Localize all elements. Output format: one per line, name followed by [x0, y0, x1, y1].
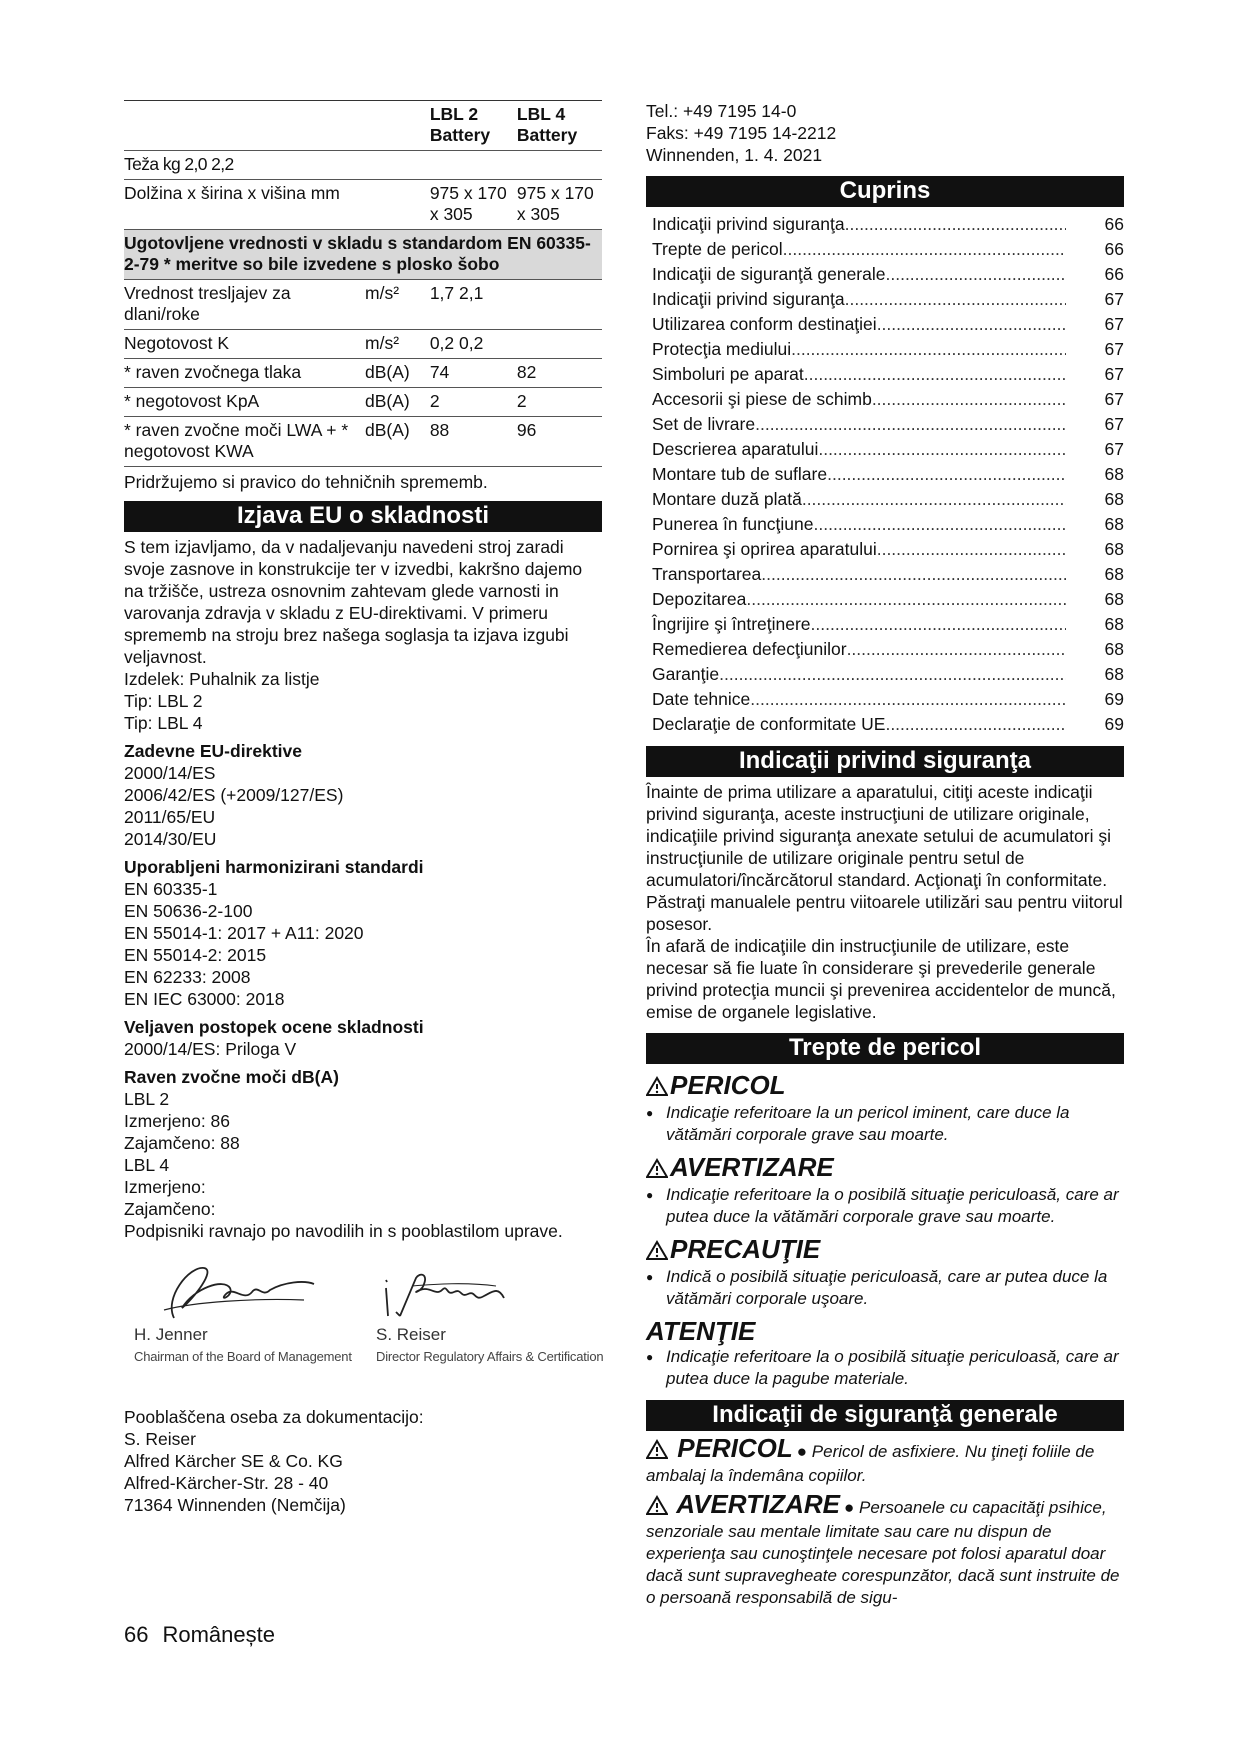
row-value-1: 0,2 0,2	[429, 333, 484, 353]
toc-dots	[811, 613, 1066, 635]
toc-heading: Cuprins	[646, 176, 1124, 207]
toc-page-number: 67	[1104, 364, 1124, 384]
toc-entry[interactable]	[652, 213, 1124, 238]
toc-entry[interactable]	[652, 388, 1124, 413]
row-value-2: 82	[516, 362, 537, 382]
table-row-shaded	[124, 230, 602, 280]
doc-line: Alfred Kärcher SE & Co. KG	[124, 1451, 343, 1471]
toc-page-number: 68	[1104, 514, 1124, 534]
toc-page-number: 68	[1104, 464, 1124, 484]
toc-entry[interactable]	[652, 238, 1124, 263]
standard-item: EN 62233: 2008	[124, 967, 251, 987]
toc-entry[interactable]	[652, 538, 1124, 563]
row-unit: m/s²	[365, 283, 400, 303]
doc-line: Pooblaščena oseba za dokumentacijo:	[124, 1407, 424, 1427]
table-header-row	[124, 101, 602, 151]
toc-label: Garanţie	[652, 664, 720, 684]
sound-line: Zajamčeno:	[124, 1199, 216, 1219]
hazard-level-title	[646, 1152, 1124, 1184]
hazard-description: ● Indicaţie referitoare la un pericol iminent, care duce la vătămări corporale grave sau moarte.	[646, 1102, 1124, 1146]
standard-item: EN 55014-2: 2015	[124, 945, 267, 965]
doc-line: S. Reiser	[124, 1429, 196, 1449]
toc-label: Transportarea	[652, 564, 762, 584]
row-label: * raven zvočnega tlaka	[124, 362, 302, 382]
toc-dots	[814, 513, 1066, 535]
product-line: Izdelek: Puhalnik za listje	[124, 669, 320, 689]
sound-line: Izmerjeno: 86	[124, 1111, 231, 1131]
toc-dots	[885, 713, 1066, 735]
toc-dots	[746, 588, 1066, 610]
signer-name: H. Jenner	[134, 1325, 208, 1344]
contact-line: Winnenden, 1. 4. 2021	[646, 145, 823, 165]
directive-item: 2014/30/EU	[124, 829, 217, 849]
toc-dots	[791, 338, 1066, 360]
footer-language: Românește	[162, 1622, 275, 1647]
danger-levels-heading: Trepte de pericol	[646, 1033, 1124, 1064]
row-value-2	[517, 330, 602, 359]
toc-page-number: 66	[1104, 239, 1124, 259]
toc-dots	[802, 488, 1066, 510]
hazard-word: AVERTIZARE	[670, 1152, 834, 1182]
toc-label: Depozitarea	[652, 589, 747, 609]
toc-dots	[847, 638, 1066, 660]
toc-entry[interactable]	[652, 488, 1124, 513]
row-value-2: 96	[516, 420, 537, 440]
warning-triangle-icon	[646, 1072, 668, 1102]
eu-declaration-heading: Izjava EU o skladnosti	[124, 501, 602, 532]
row-value-2: 2	[516, 391, 527, 411]
toc-entry[interactable]	[652, 413, 1124, 438]
toc-label: Utilizarea conform destinaţiei	[652, 314, 877, 334]
toc-page-number: 67	[1104, 314, 1124, 334]
toc-page-number: 67	[1104, 439, 1124, 459]
standard-item: EN 60335-1	[124, 879, 218, 899]
row-unit: dB(A)	[365, 362, 410, 382]
standard-item: EN 50636-2-100	[124, 901, 253, 921]
directives-heading: Zadevne EU-direktive	[124, 741, 302, 761]
warning-triangle-icon	[646, 1236, 668, 1266]
procedure-heading: Veljaven postopek ocene skladnosti	[124, 1017, 424, 1037]
table-row	[124, 359, 602, 388]
hazard-word: ATENŢIE	[646, 1316, 756, 1346]
toc-label: Pornirea şi oprirea aparatului	[652, 539, 877, 559]
toc-label: Indicaţii privind siguranţa	[652, 214, 845, 234]
sound-line: LBL 2	[124, 1089, 170, 1109]
toc-page-number: 67	[1104, 289, 1124, 309]
warning-triangle-icon	[646, 1154, 668, 1184]
page-footer	[124, 1622, 289, 1648]
table-row	[124, 388, 602, 417]
toc-dots	[877, 313, 1066, 335]
weight-row: Teža kg 2,0 2,2	[124, 154, 234, 174]
signer-name: S. Reiser	[376, 1325, 446, 1344]
toc-page-number: 69	[1104, 689, 1124, 709]
warning-triangle-icon	[646, 1495, 668, 1521]
column-header-lbl2: LBL 2 Battery	[429, 104, 491, 145]
sound-line: Izmerjeno:	[124, 1177, 206, 1197]
toc-page-number: 68	[1104, 664, 1124, 684]
procedure-value: 2000/14/ES: Priloga V	[124, 1039, 297, 1059]
directive-item: 2006/42/ES (+2009/127/ES)	[124, 785, 344, 805]
toc-dots	[872, 388, 1066, 410]
toc-label: Montare duză plată	[652, 489, 802, 509]
row-label: Negotovost K	[124, 333, 230, 353]
documentation-contact	[124, 1406, 602, 1516]
signature-block	[124, 1258, 602, 1388]
table-row	[124, 330, 602, 359]
row-value-1: 88	[429, 420, 450, 440]
toc-label: Îngrijire şi întreţinere	[652, 614, 811, 634]
standards-heading: Uporabljeni harmonizirani standardi	[124, 857, 424, 877]
toc-entry[interactable]	[652, 613, 1124, 638]
toc-page-number: 67	[1104, 389, 1124, 409]
toc-page-number: 68	[1104, 489, 1124, 509]
toc-page-number: 66	[1104, 214, 1124, 234]
toc-page-number: 68	[1104, 614, 1124, 634]
dims-lbl2: 975 x 170 x 305	[429, 183, 507, 224]
general-safety-heading: Indicaţii de siguranţă generale	[646, 1400, 1124, 1431]
hazard-level-title	[646, 1070, 1124, 1102]
dims-lbl4: 975 x 170 x 305	[516, 183, 594, 224]
signature-reiser-icon	[376, 1258, 576, 1324]
danger-levels	[646, 1070, 1124, 1390]
toc-label: Indicaţii de siguranţă generale	[652, 264, 886, 284]
hazard-word: PRECAUŢIE	[670, 1234, 821, 1264]
toc-entry[interactable]	[652, 713, 1124, 738]
toc-page-number: 67	[1104, 339, 1124, 359]
row-label: * raven zvočne moči LWA + * negotovost KWA	[124, 420, 349, 461]
warning-triangle-icon	[646, 1439, 668, 1465]
directive-item: 2011/65/EU	[124, 807, 216, 827]
toc-label: Remedierea defecţiunilor	[652, 639, 847, 659]
toc-entry[interactable]	[652, 588, 1124, 613]
toc-entry[interactable]	[652, 688, 1124, 713]
general-safety-item	[646, 1489, 1124, 1609]
toc-label: Simboluri pe aparat	[652, 364, 804, 384]
toc-page-number: 69	[1104, 714, 1124, 734]
safety-paragraph: Înainte de prima utilizare a aparatului, citiţi aceste indicaţii privind siguranţa, aceste instrucţiuni de utilizare originale, indicaţiile privind siguranţa anexate setului de acumulatori şi instrucţiunile de utilizare originale pentru setul de acumulatori/încărcătorul standard. Acţionaţi în conformitate. Păstraţi manualele pentru viitoarele utilizări sau pentru viitorul posesor.	[646, 782, 1123, 934]
toc-entry[interactable]	[652, 463, 1124, 488]
technical-changes-note: Pridržujemo si pravico do tehničnih sprememb.	[124, 472, 488, 492]
contact-line: Tel.: +49 7195 14-0	[646, 101, 797, 121]
toc-dots	[761, 563, 1066, 585]
general-safety-text: ● Pericol de asfixiere. Nu ţineţi foliile de ambalaj la îndemâna copiilor.	[646, 1442, 1095, 1485]
toc-entry[interactable]	[652, 363, 1124, 388]
toc-dots	[750, 688, 1066, 710]
toc-entry[interactable]	[652, 338, 1124, 363]
left-column	[124, 100, 602, 1516]
toc-dots	[818, 438, 1066, 460]
toc-entry[interactable]	[652, 513, 1124, 538]
toc-entry[interactable]	[652, 638, 1124, 663]
toc-page-number: 68	[1104, 639, 1124, 659]
doc-line: 71364 Winnenden (Nemčija)	[124, 1495, 346, 1515]
toc-page-number: 66	[1104, 264, 1124, 284]
signature-reiser	[376, 1258, 606, 1368]
toc-entry[interactable]	[652, 663, 1124, 688]
type-line: Tip: LBL 2	[124, 691, 203, 711]
row-value-1: 1,7 2,1	[429, 283, 484, 303]
directive-item: 2000/14/ES	[124, 763, 216, 783]
hazard-word: PERICOL	[670, 1070, 786, 1100]
toc-entry[interactable]	[652, 288, 1124, 313]
standard-item: EN IEC 63000: 2018	[124, 989, 285, 1009]
toc-dots	[804, 363, 1066, 385]
toc-dots	[827, 463, 1066, 485]
toc-dots	[783, 238, 1066, 260]
standard-item: EN 55014-1: 2017 + A11: 2020	[124, 923, 364, 943]
toc-label: Declaraţie de conformitate UE	[652, 714, 886, 734]
general-safety	[646, 1433, 1124, 1609]
signature-jenner-icon	[134, 1258, 334, 1324]
signature-jenner	[134, 1258, 364, 1368]
toc-page-number: 68	[1104, 589, 1124, 609]
toc-entry[interactable]	[652, 563, 1124, 588]
right-column	[646, 100, 1124, 1609]
row-label: * negotovost KpA	[124, 391, 260, 411]
row-value-1: 2	[429, 391, 440, 411]
toc-label: Accesorii şi piese de schimb	[652, 389, 872, 409]
hazard-description: ● Indicaţie referitoare la o posibilă situaţie periculoasă, care ar putea duce la pagube materiale.	[646, 1346, 1124, 1390]
toc-entry[interactable]	[652, 313, 1124, 338]
toc-page-number: 67	[1104, 414, 1124, 434]
toc-dots	[886, 263, 1067, 285]
hazard-level-title	[646, 1234, 1124, 1266]
doc-line: Alfred-Kärcher-Str. 28 - 40	[124, 1473, 329, 1493]
toc-label: Descrierea aparatului	[652, 439, 819, 459]
toc-label: Indicaţii privind siguranţa	[652, 289, 845, 309]
toc-label: Date tehnice	[652, 689, 751, 709]
toc-label: Trepte de pericol	[652, 239, 783, 259]
hazard-description: ● Indică o posibilă situaţie periculoasă, care ar putea duce la vătămări corporale uşoare.	[646, 1266, 1124, 1310]
hazard-word: PERICOL	[670, 1433, 793, 1463]
row-unit: dB(A)	[365, 420, 410, 440]
general-safety-text: ● Persoanele cu capacităţi psihice, senzoriale sau mentale limitate sau care nu dispun de experienţa sau cunoştinţele necesare pot folosi aparatul doar dacă sunt supravegheate corespunzător, dacă sunt instruite de o persoană responsabilă de sigu-	[646, 1498, 1120, 1607]
signers-text: Podpisniki ravnajo po navodilih in s pooblastilom uprave.	[124, 1221, 563, 1241]
dims-label: Dolžina x širina x višina mm	[124, 183, 340, 203]
page-number: 66	[124, 1622, 149, 1647]
toc-entry[interactable]	[652, 438, 1124, 463]
general-safety-item	[646, 1433, 1124, 1487]
table-row-dimensions	[124, 180, 602, 230]
toc-dots	[845, 213, 1066, 235]
safety-paragraph: În afară de indicaţiile din instrucţiunile de utilizare, este necesar să fie luate în considerare şi prevederile generale privind protecţia muncii şi prevenirea accidentelor de muncă, emise de organele legislative.	[646, 936, 1116, 1022]
toc-page-number: 68	[1104, 564, 1124, 584]
toc-dots	[845, 288, 1066, 310]
toc-dots	[755, 413, 1066, 435]
toc-label: Punerea în funcţiune	[652, 514, 814, 534]
signer-title: Chairman of the Board of Management	[134, 1349, 352, 1364]
contact-line: Faks: +49 7195 14-2212	[646, 123, 837, 143]
row-value-1: 74	[429, 362, 450, 382]
eu-declaration-text: S tem izjavljamo, da v nadaljevanju navedeni stroj zaradi svoje zasnove in konstrukcije ter v izvedbi, kakršno dajemo na tržišče, ustreza osnovnim zahtevam glede varnosti in varovanja zdravja v skladu z EU-direktivami. V primeru sprememb na stroju brez našega soglasja ta izjava izgubi veljavnost.	[124, 537, 583, 667]
sound-power-heading: Raven zvočne moči dB(A)	[124, 1067, 339, 1087]
toc-dots	[877, 538, 1066, 560]
type-line: Tip: LBL 4	[124, 713, 203, 733]
toc-dots	[719, 663, 1066, 685]
column-header-lbl4: LBL 4 Battery	[516, 104, 578, 145]
row-unit: m/s²	[365, 333, 400, 353]
hazard-word: AVERTIZARE	[670, 1489, 840, 1519]
table-of-contents	[652, 213, 1124, 738]
toc-label: Protecţia mediului	[652, 339, 792, 359]
table-row	[124, 417, 602, 467]
safety-heading: Indicaţii privind siguranţa	[646, 746, 1124, 777]
row-label: Vrednost tresljajev za dlani/roke	[124, 283, 291, 324]
sound-line: LBL 4	[124, 1155, 170, 1175]
hazard-description: ● Indicaţie referitoare la o posibilă situaţie periculoasă, care ar putea duce la vătămări corporale grave sau moarte.	[646, 1184, 1124, 1228]
table-row-weight	[124, 151, 602, 180]
row-value-2	[517, 280, 602, 330]
toc-label: Montare tub de suflare	[652, 464, 828, 484]
signer-title: Director Regulatory Affairs & Certification	[376, 1349, 604, 1364]
hazard-level-title	[646, 1316, 1124, 1346]
toc-entry[interactable]	[652, 263, 1124, 288]
sound-line: Zajamčeno: 88	[124, 1133, 240, 1153]
shaded-heading: Ugotovljene vrednosti v skladu s standardom EN 60335-2-79 * meritve so bile izvedene s plosko šobo	[124, 230, 602, 280]
table-row	[124, 280, 602, 330]
toc-page-number: 68	[1104, 539, 1124, 559]
row-unit: dB(A)	[365, 391, 410, 411]
technical-data-table	[124, 100, 602, 467]
toc-label: Set de livrare	[652, 414, 756, 434]
